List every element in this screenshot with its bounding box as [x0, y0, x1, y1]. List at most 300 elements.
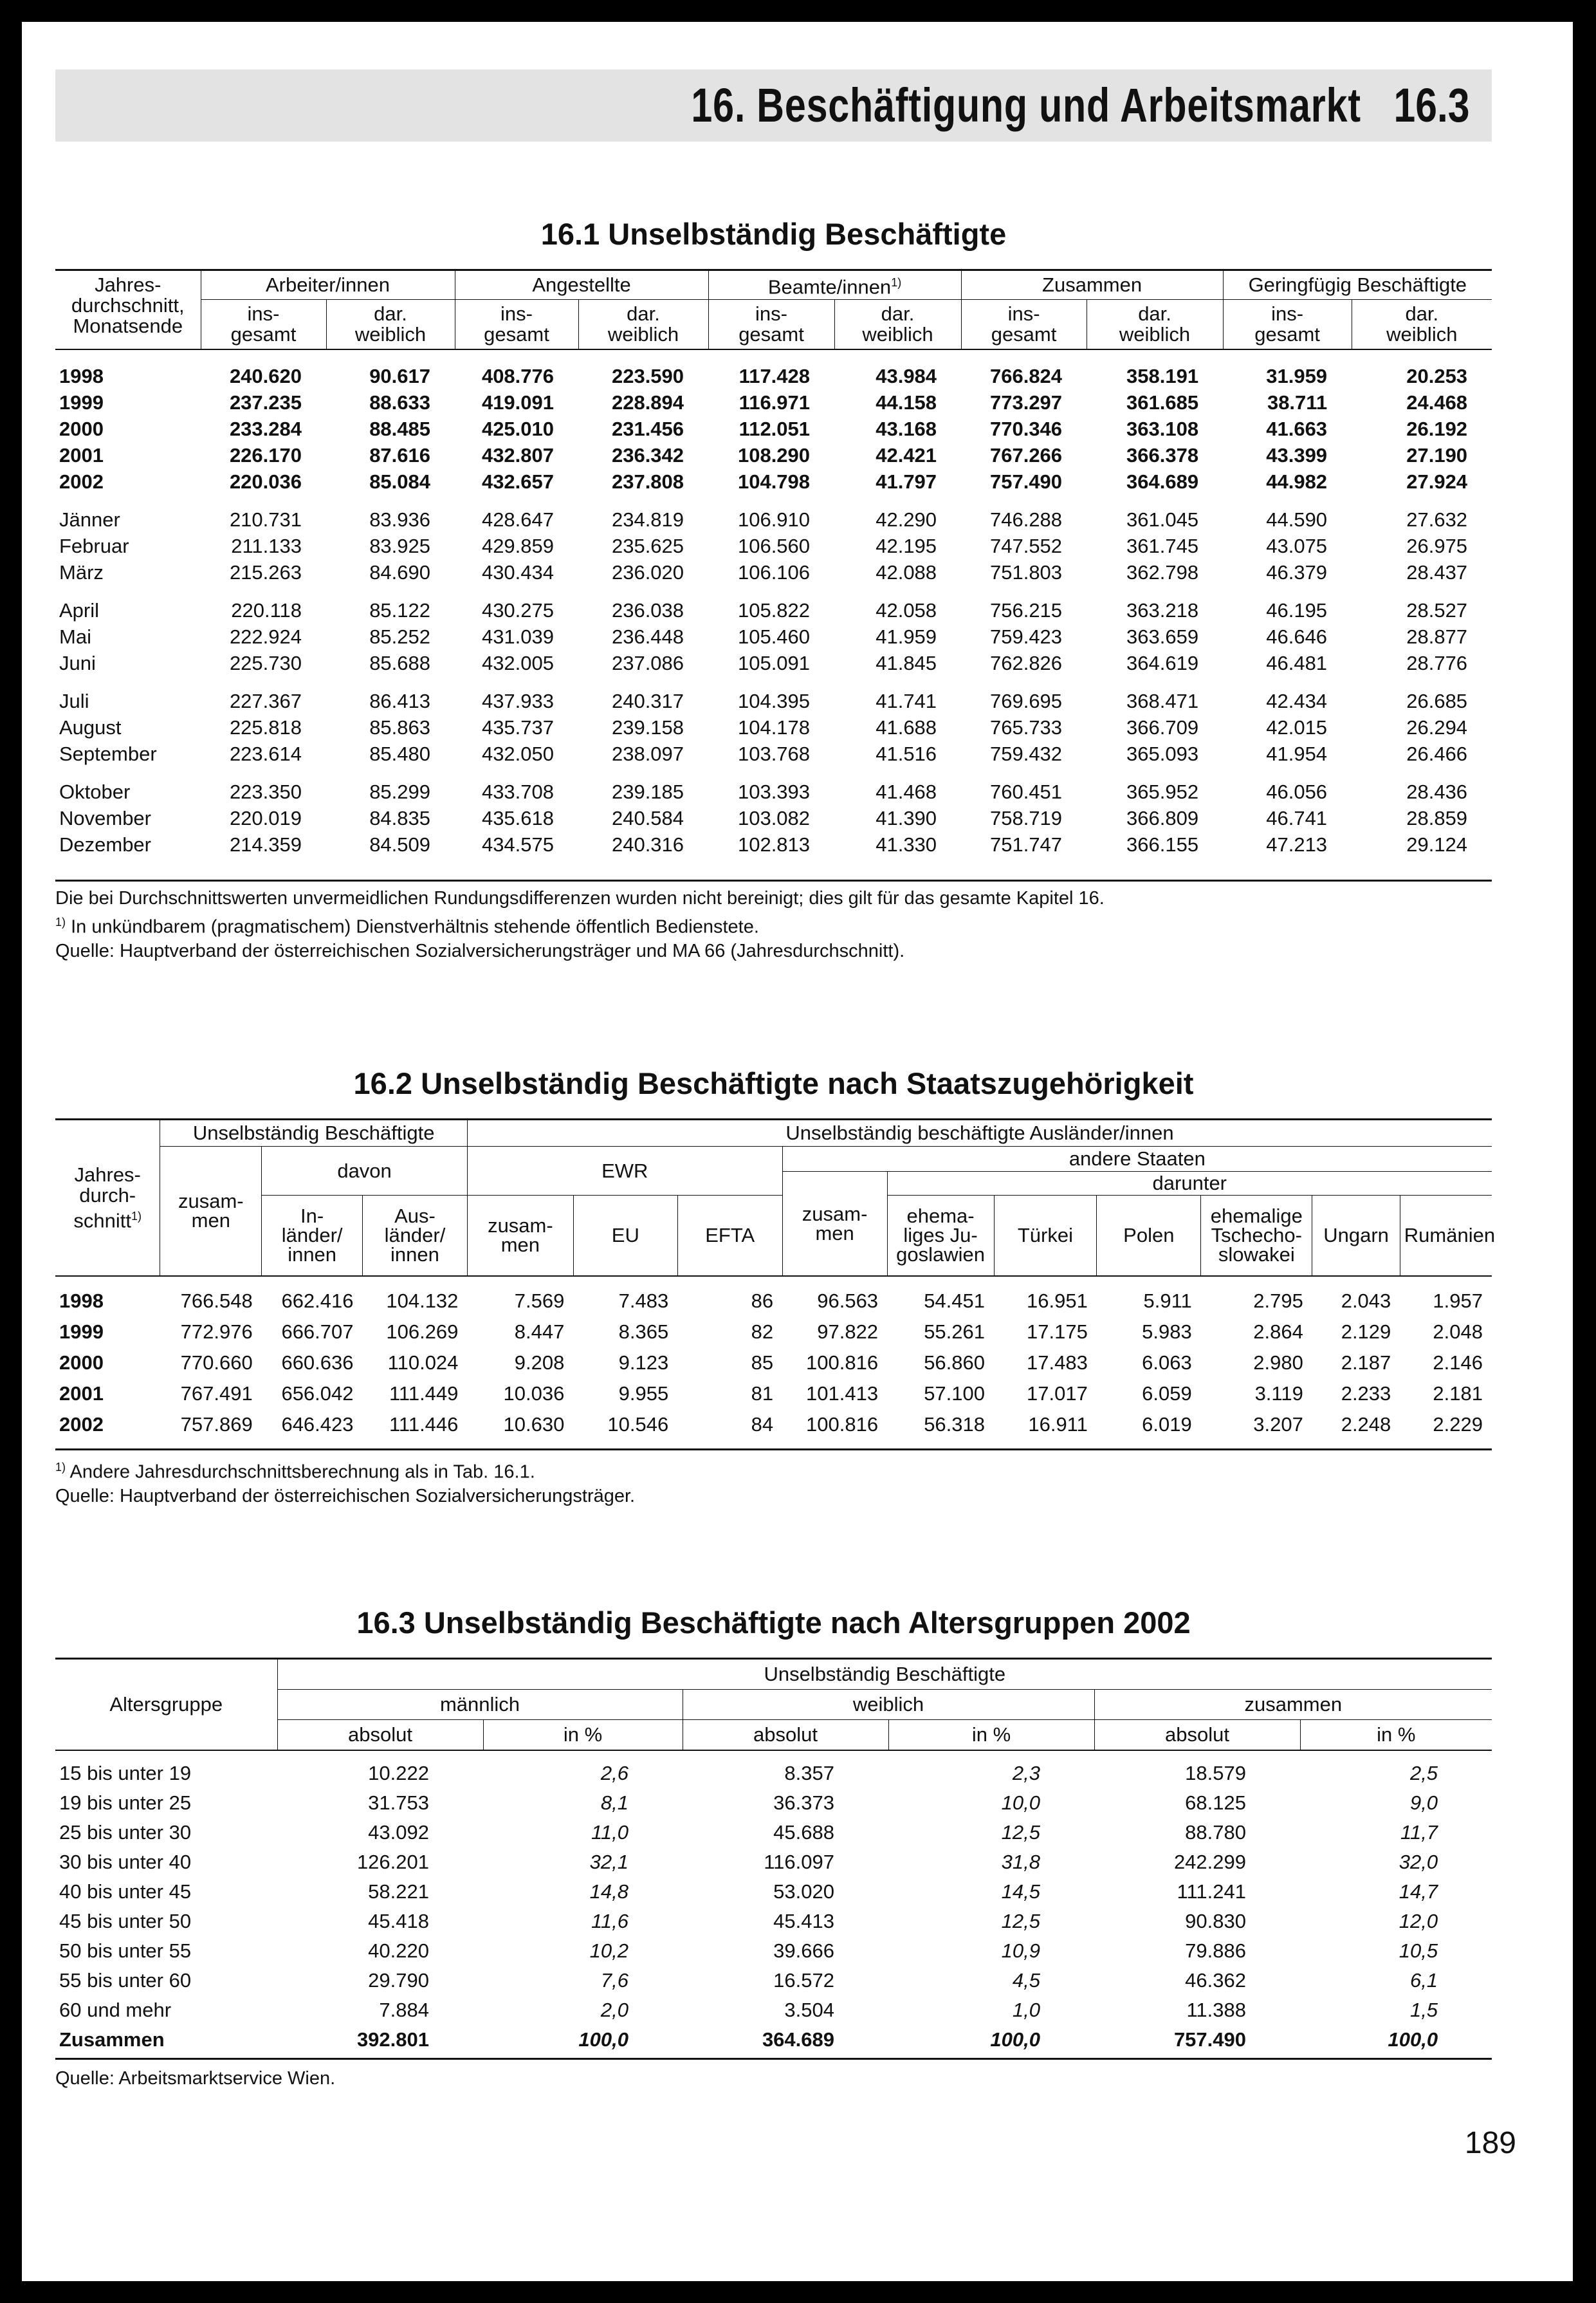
row-label: 2000 — [59, 417, 104, 440]
table-row — [55, 533, 1492, 559]
table-cell: 432.807 — [481, 443, 555, 467]
table-cell: 5.983 — [1142, 1320, 1192, 1343]
table-cell: 27.190 — [1406, 443, 1468, 467]
t1-h-insgesamt: ins- gesamt — [201, 300, 326, 350]
table-cell: 45.413 — [773, 1910, 834, 1932]
table-cell: 105.822 — [737, 598, 811, 622]
table-cell: 10,0 — [1001, 1791, 1040, 1814]
table-cell: 6.019 — [1142, 1413, 1192, 1436]
t2-h-andere-zus: zusam- men — [782, 1172, 887, 1277]
table-cell: 88.633 — [369, 391, 431, 414]
table-cell: 2.864 — [1253, 1320, 1303, 1343]
table-cell: 103.768 — [737, 742, 811, 765]
table-cell: 770.346 — [989, 417, 1063, 440]
table-cell: 239.185 — [611, 780, 684, 803]
table-cell: 766.548 — [180, 1290, 253, 1312]
table-cell: 432.657 — [481, 470, 555, 493]
table-cell: 12,5 — [1001, 1821, 1040, 1844]
table-cell: 88.780 — [1185, 1821, 1246, 1844]
table-cell: 757.869 — [180, 1413, 253, 1436]
table-cell: 430.434 — [481, 560, 555, 584]
table-cell: 106.106 — [737, 560, 811, 584]
row-label: 40 bis unter 45 — [59, 1880, 192, 1903]
table-cell: 116.097 — [764, 1851, 834, 1873]
t1-group-beamte: Beamte/innen$^{1)}$ — [708, 270, 961, 300]
row-label: 60 und mehr — [59, 1999, 172, 2021]
table-cell: 214.359 — [229, 833, 302, 856]
table-cell: 110.024 — [387, 1351, 459, 1374]
table-cell: 31.753 — [368, 1791, 429, 1814]
table-cell: 3.504 — [784, 1999, 834, 2021]
table-cell: 767.266 — [989, 443, 1063, 467]
table-cell: 361.745 — [1126, 534, 1199, 557]
table-cell: 220.019 — [229, 806, 302, 829]
table-cell: 10,9 — [1001, 1939, 1040, 1962]
t2-footnote-1: $^{1)}$ Andere Jahresdurchschnittsberechnung als in Tab. 16.1. — [55, 1461, 535, 1483]
t2-h-efta: EFTA — [677, 1196, 782, 1277]
table-cell: 10.036 — [503, 1382, 565, 1405]
table-cell: 429.859 — [481, 534, 555, 557]
table-cell: 29.790 — [368, 1969, 429, 1992]
t3-h-maennlich: männlich — [277, 1690, 683, 1720]
row-label: Dezember — [59, 833, 151, 856]
table-cell: 28.859 — [1406, 806, 1468, 829]
table-row — [55, 1877, 1492, 1907]
t1-h-insgesamt: ins- gesamt — [708, 300, 834, 350]
table-cell: 24.468 — [1406, 391, 1468, 414]
table-cell: 2,3 — [1012, 1762, 1040, 1784]
table-row — [55, 805, 1492, 831]
table-cell: 392.801 — [356, 2028, 429, 2051]
table-cell: 3.119 — [1254, 1382, 1303, 1405]
table-cell: 428.647 — [481, 508, 555, 531]
table-cell: 7.884 — [379, 1999, 429, 2021]
table-cell: 9.208 — [514, 1351, 565, 1374]
table-cell: 11,0 — [591, 1821, 628, 1844]
table-cell: 12,5 — [1001, 1910, 1040, 1932]
table-cell: 12,0 — [1399, 1910, 1438, 1932]
table-cell: 104.798 — [737, 470, 811, 493]
table-cell: 2.980 — [1253, 1351, 1303, 1374]
table-cell: 46.481 — [1266, 651, 1328, 674]
table-cell: 8.365 — [618, 1320, 669, 1343]
table-cell: 106.269 — [386, 1320, 459, 1343]
table-cell: 6,1 — [1409, 1969, 1438, 1992]
table-cell: 240.584 — [611, 806, 684, 829]
table-cell: 26.192 — [1406, 417, 1468, 440]
table-cell: 112.051 — [738, 417, 811, 440]
table-cell: 79.886 — [1185, 1939, 1246, 1962]
chapter-header — [55, 69, 1378, 142]
row-label: Juni — [59, 651, 96, 674]
table-row — [55, 1276, 1492, 1317]
table-cell: 14,5 — [1001, 1880, 1040, 1903]
table-cell: 364.689 — [762, 2028, 834, 2051]
table-cell: 5.911 — [1143, 1290, 1192, 1312]
table-cell: 660.636 — [281, 1351, 354, 1374]
table-cell: 2.181 — [1433, 1382, 1483, 1405]
t1-h-weiblich: dar. weiblich — [326, 300, 455, 350]
table-cell: 44.158 — [876, 391, 937, 414]
row-label: September — [59, 742, 157, 765]
table-cell: 3.207 — [1253, 1413, 1303, 1436]
table-cell: 215.263 — [229, 560, 302, 584]
row-label: November — [59, 806, 151, 829]
table-cell: 8.357 — [784, 1762, 834, 1784]
table-cell: 17.017 — [1027, 1382, 1088, 1405]
table-cell: 757.490 — [989, 470, 1063, 493]
table-cell: 28.527 — [1406, 598, 1468, 622]
table-cell: 108.290 — [737, 443, 811, 467]
t1-h-weiblich: dar. weiblich — [1087, 300, 1223, 350]
table-cell: 44.982 — [1266, 470, 1328, 493]
table-cell: 41.688 — [876, 716, 937, 739]
table-cell: 36.373 — [773, 1791, 834, 1814]
table-row — [55, 1788, 1492, 1818]
table-cell: 757.490 — [1173, 2028, 1246, 2051]
table-row — [55, 624, 1492, 650]
table-cell: 83.936 — [369, 508, 431, 531]
table-cell: 11.388 — [1186, 1999, 1246, 2021]
table-cell: 126.201 — [356, 1851, 429, 1873]
t3-h-pct-z: in % — [1300, 1720, 1492, 1751]
table-cell: 434.575 — [481, 833, 555, 856]
table-cell: 88.485 — [369, 417, 431, 440]
table-cell: 2.048 — [1433, 1320, 1483, 1343]
table-row — [55, 1750, 1492, 1788]
table-cell: 41.741 — [876, 689, 937, 712]
row-label: Juli — [59, 689, 89, 712]
table-cell: 117.428 — [738, 364, 811, 387]
table-cell: 105.091 — [737, 651, 811, 674]
table-row — [55, 1966, 1492, 1995]
table-cell: 366.378 — [1126, 443, 1199, 467]
table-cell: 43.075 — [1266, 534, 1328, 557]
table-cell: 100.816 — [806, 1351, 879, 1374]
t2-h-inlaender: In- länder/ innen — [262, 1196, 363, 1277]
t2-h-jugoslawien: ehema- liges Ju- goslawien — [887, 1196, 994, 1277]
table-cell: 41.797 — [876, 470, 937, 493]
table-cell: 773.297 — [989, 391, 1063, 414]
table-cell: 44.590 — [1266, 508, 1328, 531]
table-cell: 85.688 — [369, 651, 431, 674]
table-row — [55, 1317, 1492, 1347]
table-cell: 228.894 — [611, 391, 684, 414]
table-cell: 31,8 — [1001, 1851, 1040, 1873]
t3-h-pct-w: in % — [888, 1720, 1094, 1751]
table-cell: 772.976 — [180, 1320, 253, 1343]
row-label: 2001 — [59, 1382, 104, 1405]
table-cell: 26.975 — [1406, 534, 1468, 557]
table-cell: 237.086 — [611, 651, 684, 674]
table-cell: 769.695 — [989, 689, 1063, 712]
table-cell: 2.229 — [1433, 1413, 1483, 1436]
table-cell: 225.818 — [229, 716, 302, 739]
t3-h-abs-z: absolut — [1094, 1720, 1300, 1751]
t3-stub-header: Altersgruppe — [55, 1659, 277, 1751]
table-16-3-title: 16.3 Unselbständig Beschäftigte nach Altersgruppen 2002 — [356, 1605, 1191, 1640]
table-cell: 27.924 — [1406, 470, 1468, 493]
table-cell: 236.448 — [611, 625, 684, 648]
table-cell: 85.299 — [369, 780, 431, 803]
table-cell: 101.413 — [806, 1382, 879, 1405]
table-cell: 425.010 — [481, 417, 555, 440]
table-cell: 42.195 — [876, 534, 937, 557]
row-label: 25 bis unter 30 — [59, 1821, 192, 1844]
t1-group-angestellte: Angestellte — [455, 270, 708, 300]
table-cell: 211.133 — [231, 534, 302, 557]
table-cell: 242.299 — [1173, 1851, 1246, 1873]
table-cell: 11,7 — [1400, 1821, 1438, 1844]
table-cell: 365.952 — [1126, 780, 1199, 803]
table-cell: 68.125 — [1185, 1791, 1246, 1814]
table-cell: 28.436 — [1406, 780, 1468, 803]
table-cell: 239.158 — [611, 716, 684, 739]
table-16-2 — [55, 1118, 1496, 1440]
table-cell: 1.957 — [1433, 1290, 1483, 1312]
total-row — [55, 2025, 1492, 2055]
table-row — [55, 389, 1492, 416]
table-cell: 758.719 — [989, 806, 1063, 829]
table-cell: 231.456 — [611, 417, 684, 440]
table-cell: 104.132 — [386, 1290, 459, 1312]
t2-h-auslaender: Aus- länder/ innen — [363, 1196, 468, 1277]
t2-h-rumaenien: Rumänien — [1400, 1196, 1492, 1277]
table-cell: 662.416 — [281, 1290, 354, 1312]
table-cell: 364.619 — [1126, 651, 1199, 674]
table-cell: 46.056 — [1266, 780, 1328, 803]
table-cell: 656.042 — [281, 1382, 354, 1405]
table-cell: 9.123 — [618, 1351, 669, 1374]
table-cell: 2,0 — [600, 1999, 628, 2021]
table-cell: 17.175 — [1027, 1320, 1088, 1343]
table-cell: 43.984 — [876, 364, 937, 387]
table-row — [55, 1378, 1492, 1409]
table-cell: 46.362 — [1185, 1969, 1246, 1992]
table-cell: 362.798 — [1126, 560, 1199, 584]
table-cell: 26.466 — [1406, 742, 1468, 765]
table-cell: 363.108 — [1126, 417, 1199, 440]
table-cell: 11,6 — [591, 1910, 628, 1932]
table-cell: 90.830 — [1185, 1910, 1246, 1932]
table-cell: 751.803 — [989, 560, 1063, 584]
t1-stub-header: Jahres- durchschnitt, Monatsende — [55, 270, 201, 350]
table-cell: 57.100 — [924, 1382, 986, 1405]
table-cell: 106.560 — [737, 534, 811, 557]
table-cell: 430.275 — [481, 598, 555, 622]
row-label: Zusammen — [59, 2028, 165, 2051]
table-cell: 106.910 — [737, 508, 811, 531]
t1-group-geringfuegig: Geringfügig Beschäftigte — [1223, 270, 1492, 300]
table-cell: 2.248 — [1341, 1413, 1391, 1436]
table-row — [55, 442, 1492, 468]
table-cell: 56.318 — [924, 1413, 986, 1436]
table-row — [55, 1907, 1492, 1936]
table-cell: 26.685 — [1406, 689, 1468, 712]
row-label: April — [59, 598, 100, 622]
t1-h-weiblich: dar. weiblich — [834, 300, 961, 350]
table-row — [55, 1936, 1492, 1966]
table-cell: 435.737 — [481, 716, 555, 739]
table-cell: 28.437 — [1406, 560, 1468, 584]
table-cell: 760.451 — [989, 780, 1063, 803]
table-cell: 366.155 — [1126, 833, 1199, 856]
table-cell: 97.822 — [817, 1320, 879, 1343]
table-cell: 437.933 — [481, 689, 555, 712]
table-cell: 756.215 — [989, 598, 1063, 622]
table-cell: 41.663 — [1266, 417, 1328, 440]
table-cell: 100,0 — [990, 2028, 1040, 2051]
row-label: 2001 — [59, 443, 104, 467]
table-cell: 58.221 — [368, 1880, 429, 1903]
table-cell: 6.063 — [1142, 1351, 1192, 1374]
table-cell: 220.036 — [229, 470, 302, 493]
table-cell: 235.625 — [611, 534, 684, 557]
t2-h-davon: davon — [262, 1147, 468, 1196]
table-cell: 43.168 — [876, 417, 937, 440]
table-cell: 46.741 — [1266, 806, 1328, 829]
table-cell: 100,0 — [578, 2028, 628, 2051]
table-cell: 96.563 — [817, 1290, 879, 1312]
t1-h-weiblich: dar. weiblich — [1352, 300, 1492, 350]
table-cell: 29.124 — [1406, 833, 1468, 856]
table-cell: 432.050 — [481, 742, 555, 765]
table-cell: 42.015 — [1266, 716, 1328, 739]
table-cell: 85 — [751, 1351, 774, 1374]
table-cell: 86.413 — [369, 689, 431, 712]
row-label: 45 bis unter 50 — [59, 1910, 192, 1932]
table-cell: 225.730 — [229, 651, 302, 674]
table-row — [55, 650, 1492, 676]
table-cell: 90.617 — [369, 364, 431, 387]
table-cell: 16.572 — [773, 1969, 834, 1992]
t2-h-tuerkei: Türkei — [994, 1196, 1097, 1277]
table-cell: 365.093 — [1126, 742, 1199, 765]
table-cell: 666.707 — [281, 1320, 354, 1343]
t3-h-abs-m: absolut — [277, 1720, 483, 1751]
table-cell: 767.491 — [180, 1382, 253, 1405]
t3-bottom-rule — [55, 2058, 1492, 2060]
table-cell: 26.294 — [1406, 716, 1468, 739]
table-cell: 361.685 — [1126, 391, 1199, 414]
row-label: 19 bis unter 25 — [59, 1791, 192, 1814]
table-16-2-title: 16.2 Unselbständig Beschäftigte nach Staatszugehörigkeit — [353, 1066, 1194, 1100]
table-cell: 408.776 — [481, 364, 555, 387]
table-cell: 45.688 — [773, 1821, 834, 1844]
table-cell: 85.252 — [369, 625, 431, 648]
t3-h-pct-m: in % — [483, 1720, 683, 1751]
table-cell: 7,6 — [600, 1969, 628, 1992]
table-cell: 240.620 — [229, 364, 302, 387]
table-cell: 368.471 — [1126, 689, 1199, 712]
row-label: August — [59, 716, 122, 739]
table-cell: 2.187 — [1341, 1351, 1391, 1374]
table-cell: 41.959 — [876, 625, 937, 648]
table-row — [55, 1409, 1492, 1440]
table-cell: 227.367 — [229, 689, 302, 712]
table-16-1-title: 16.1 Unselbständig Beschäftigte — [540, 217, 1007, 251]
table-cell: 111.449 — [389, 1382, 459, 1405]
row-label: 15 bis unter 19 — [59, 1762, 192, 1784]
table-cell: 111.446 — [389, 1413, 459, 1436]
t2-notes — [55, 1456, 635, 1508]
table-cell: 31.959 — [1266, 364, 1328, 387]
table-cell: 104.178 — [737, 716, 811, 739]
table-cell: 366.709 — [1126, 716, 1199, 739]
table-cell: 363.659 — [1126, 625, 1199, 648]
t1-h-insgesamt: ins- gesamt — [455, 300, 578, 350]
table-cell: 419.091 — [481, 391, 555, 414]
table-cell: 433.708 — [481, 780, 555, 803]
table-cell: 765.733 — [989, 716, 1063, 739]
table-cell: 236.020 — [611, 560, 684, 584]
t2-h-zusammen: zusam- men — [160, 1147, 262, 1277]
row-label: Oktober — [59, 780, 131, 803]
row-label: 50 bis unter 55 — [59, 1939, 192, 1962]
section-number: 16.3 — [1393, 79, 1470, 132]
table-cell: 41.954 — [1266, 742, 1328, 765]
row-label: 30 bis unter 40 — [59, 1851, 192, 1873]
table-cell: 2.233 — [1341, 1382, 1391, 1405]
table-cell: 10,5 — [1399, 1939, 1438, 1962]
table-cell: 28.776 — [1406, 651, 1468, 674]
row-label: 2002 — [59, 1413, 104, 1436]
section-number-box — [1371, 69, 1492, 142]
table-cell: 9,0 — [1409, 1791, 1438, 1814]
table-cell: 364.689 — [1126, 470, 1199, 493]
table-cell: 233.284 — [229, 417, 302, 440]
table-cell: 105.460 — [737, 625, 811, 648]
table-cell: 2.146 — [1433, 1351, 1483, 1374]
table-cell: 240.316 — [611, 833, 684, 856]
table-cell: 84.835 — [369, 806, 431, 829]
table-cell: 9.955 — [618, 1382, 669, 1405]
table-cell: 237.235 — [229, 391, 302, 414]
t1-h-weiblich: dar. weiblich — [578, 300, 708, 350]
table-cell: 10,2 — [589, 1939, 628, 1962]
table-row — [55, 714, 1492, 741]
table-cell: 10.546 — [607, 1413, 669, 1436]
table-cell: 56.860 — [924, 1351, 986, 1374]
t1-footnote-1: $^{1)}$ In unkündbarem (pragmatischem) Dienstverhältnis stehende öffentlich Bedienstete. — [55, 916, 759, 938]
table-cell: 85.084 — [369, 470, 431, 493]
table-row — [55, 1995, 1492, 2025]
table-row — [55, 767, 1492, 805]
table-cell: 223.350 — [229, 780, 302, 803]
row-label: 1999 — [59, 391, 104, 414]
table-cell: 46.195 — [1266, 598, 1328, 622]
table-cell: 10.630 — [503, 1413, 565, 1436]
table-cell: 8,1 — [600, 1791, 628, 1814]
table-cell: 104.395 — [737, 689, 811, 712]
table-cell: 41.845 — [876, 651, 937, 674]
t2-h-ua: Unselbständig beschäftigte Ausländer/innen — [467, 1120, 1492, 1147]
table-cell: 2,5 — [1409, 1762, 1438, 1784]
table-cell: 42.058 — [876, 598, 937, 622]
t1-bottom-rule — [55, 880, 1492, 882]
table-row — [55, 1847, 1492, 1877]
table-cell: 2.795 — [1253, 1290, 1303, 1312]
table-cell: 210.731 — [229, 508, 302, 531]
row-label: März — [59, 560, 104, 584]
table-cell: 220.118 — [231, 598, 302, 622]
table-cell: 762.826 — [989, 651, 1063, 674]
table-row — [55, 495, 1492, 533]
table-cell: 87.616 — [369, 443, 431, 467]
t2-h-eu: EU — [573, 1196, 677, 1277]
table-cell: 2.043 — [1341, 1290, 1391, 1312]
table-cell: 222.924 — [229, 625, 302, 648]
